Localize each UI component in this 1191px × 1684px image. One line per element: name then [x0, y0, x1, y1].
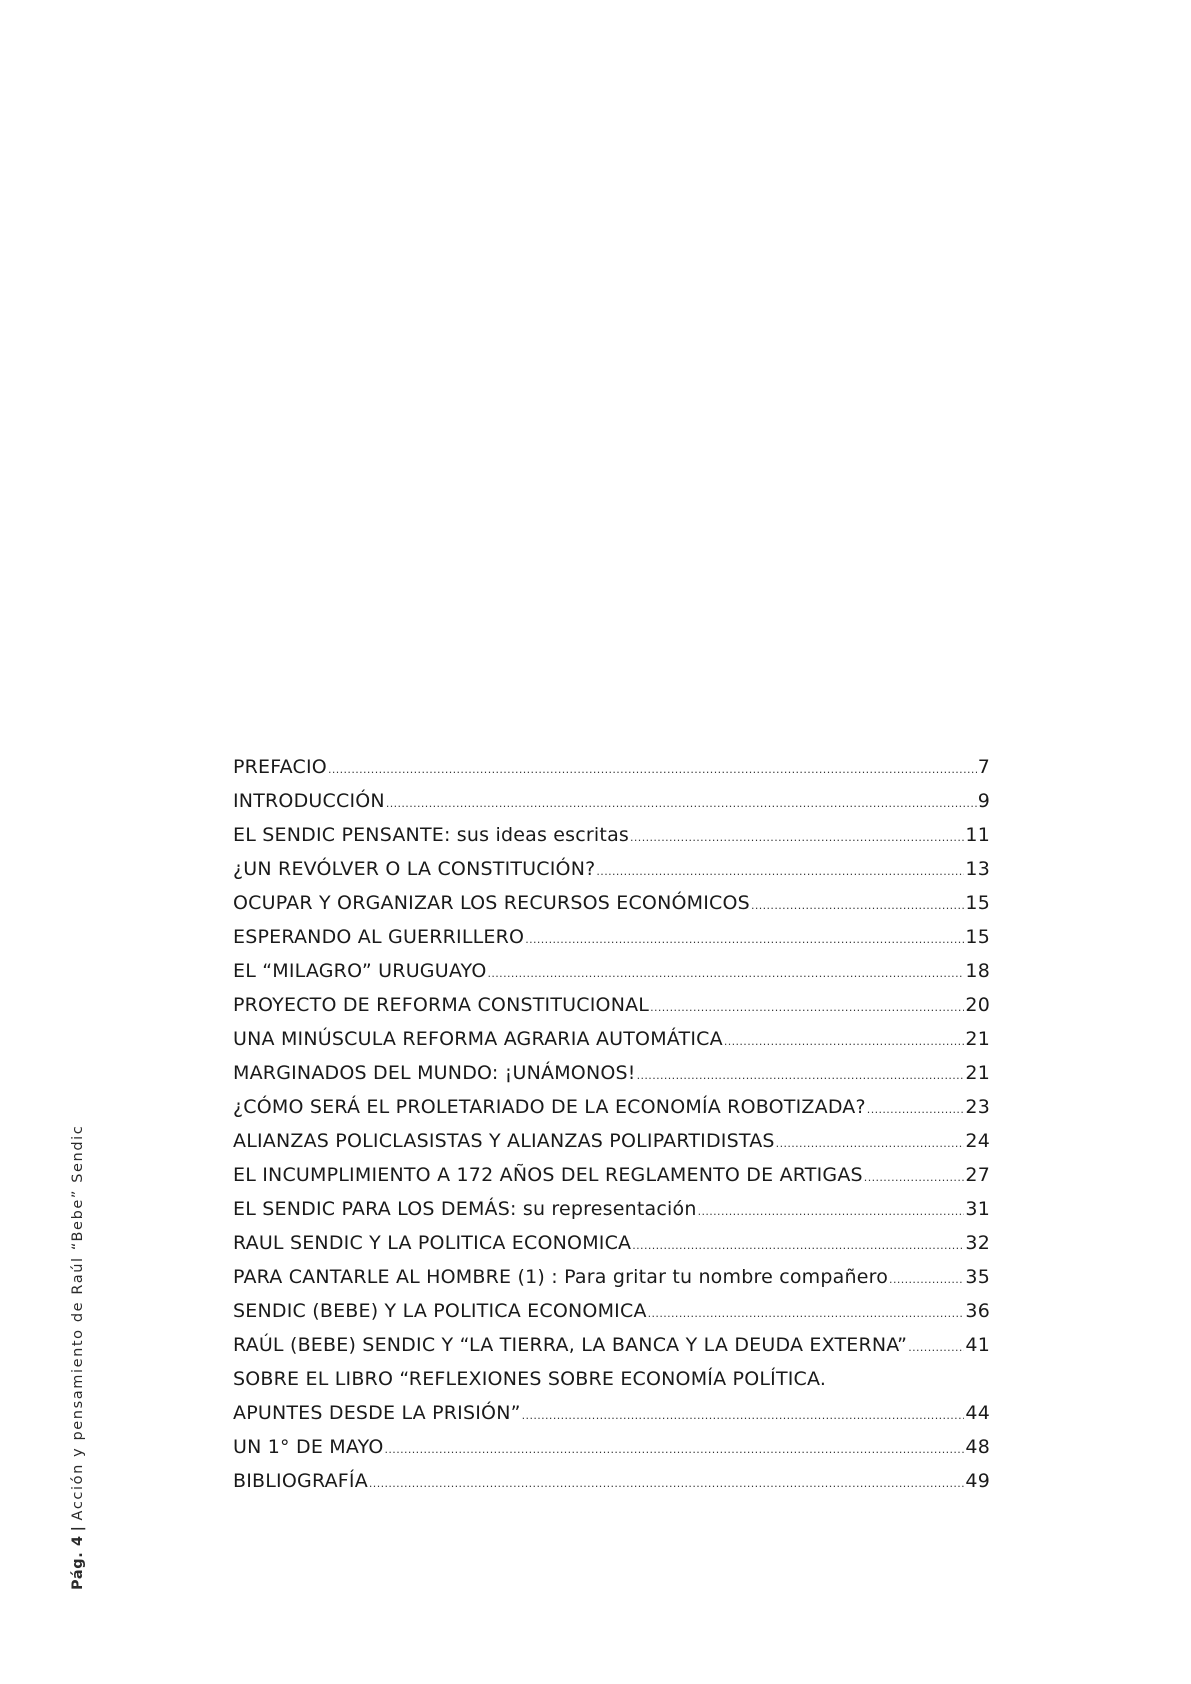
toc-entry-page: 21: [965, 1028, 990, 1050]
toc-dot-leader: [908, 1328, 964, 1365]
toc-dot-leader: [867, 1090, 965, 1127]
toc-entry-page: 24: [965, 1130, 990, 1152]
toc-dot-leader: [698, 1192, 965, 1229]
toc-dot-leader: [522, 1396, 965, 1433]
page-number: Pág. 4: [70, 1535, 86, 1590]
table-of-contents: [233, 750, 990, 1498]
toc-dot-leader: [386, 784, 977, 821]
toc-dot-leader: [525, 920, 964, 957]
toc-entry-title: EL INCUMPLIMIENTO A 172 AÑOS DEL REGLAMENTO DE ARTIGAS: [233, 1164, 863, 1186]
toc-entry[interactable]: [233, 1430, 990, 1464]
toc-entry-page: 7: [977, 756, 990, 778]
running-footer: [70, 1125, 86, 1590]
toc-dot-leader: [385, 1430, 965, 1467]
toc-entry-title: MARGINADOS DEL MUNDO: ¡UNÁMONOS!: [233, 1062, 636, 1084]
toc-entry-title: RAÚL (BEBE) SENDIC Y “LA TIERRA, LA BANCA Y LA DEUDA EXTERNA”: [233, 1334, 908, 1356]
toc-dot-leader: [632, 1226, 964, 1263]
toc-entry[interactable]: [233, 988, 990, 1022]
toc-entry[interactable]: [233, 1124, 990, 1158]
toc-entry-page: 15: [965, 892, 990, 914]
toc-entry-page: 35: [965, 1266, 990, 1288]
toc-entry[interactable]: [233, 1022, 990, 1056]
toc-entry-title: ALIANZAS POLICLASISTAS Y ALIANZAS POLIPARTIDISTAS: [233, 1130, 775, 1152]
toc-entry-page: 9: [977, 790, 990, 812]
toc-entry-title: ¿UN REVÓLVER O LA CONSTITUCIÓN?: [233, 858, 596, 880]
toc-entry-title: PREFACIO: [233, 756, 327, 778]
toc-entry-title: EL SENDIC PENSANTE: sus ideas escritas: [233, 824, 630, 846]
toc-entry-page: 21: [965, 1062, 990, 1084]
toc-entry-page: 32: [965, 1232, 990, 1254]
toc-entry[interactable]: [233, 1090, 990, 1124]
toc-dot-leader: [650, 988, 964, 1025]
toc-entry-title: INTRODUCCIÓN: [233, 790, 385, 812]
toc-dot-leader: [889, 1260, 964, 1297]
toc-dot-leader: [776, 1124, 965, 1161]
toc-entry[interactable]: [233, 784, 990, 818]
toc-dot-leader: [630, 818, 964, 855]
toc-entry-title: SENDIC (BEBE) Y LA POLITICA ECONOMICA: [233, 1300, 647, 1322]
toc-dot-leader: [864, 1158, 965, 1195]
toc-entry-page: 11: [965, 824, 990, 846]
toc-entry-page: 20: [965, 994, 990, 1016]
toc-entry[interactable]: [233, 750, 990, 784]
toc-entry[interactable]: [233, 1192, 990, 1226]
toc-entry-title: BIBLIOGRAFÍA: [233, 1470, 368, 1492]
toc-entry-title: OCUPAR Y ORGANIZAR LOS RECURSOS ECONÓMICOS: [233, 892, 750, 914]
toc-dot-leader: [328, 750, 977, 787]
toc-entry-title: RAUL SENDIC Y LA POLITICA ECONOMICA: [233, 1232, 632, 1254]
toc-entry-title: PARA CANTARLE AL HOMBRE (1) : Para gritar tu nombre compañero: [233, 1266, 889, 1288]
toc-dot-leader: [596, 852, 964, 889]
toc-entry-page: 15: [965, 926, 990, 948]
running-title: Acción y pensamiento de Raúl “Bebe” Sendic: [70, 1124, 86, 1521]
toc-entry[interactable]: [233, 1226, 990, 1260]
toc-entry-page: 18: [965, 960, 990, 982]
toc-dot-leader: [648, 1294, 965, 1331]
toc-entry[interactable]: [233, 1260, 990, 1294]
toc-entry[interactable]: [233, 1056, 990, 1090]
toc-entry[interactable]: [233, 1396, 990, 1430]
toc-entry-page: 36: [965, 1300, 990, 1322]
toc-entry[interactable]: [233, 1328, 990, 1362]
toc-entry[interactable]: [233, 1294, 990, 1328]
footer-separator: |: [70, 1524, 86, 1532]
toc-entry-page: 23: [965, 1096, 990, 1118]
toc-entry[interactable]: [233, 920, 990, 954]
toc-entry[interactable]: [233, 1464, 990, 1498]
toc-entry[interactable]: [233, 886, 990, 920]
toc-entry-title: EL “MILAGRO” URUGUAYO: [233, 960, 487, 982]
toc-entry-page: 31: [965, 1198, 990, 1220]
toc-entry-page: 27: [965, 1164, 990, 1186]
toc-dot-leader: [637, 1056, 965, 1093]
toc-entry-title: PROYECTO DE REFORMA CONSTITUCIONAL: [233, 994, 650, 1016]
toc-entry-page: 41: [965, 1334, 990, 1356]
toc-entry-page: 48: [965, 1436, 990, 1458]
toc-entry-page: 49: [965, 1470, 990, 1492]
toc-entry-title: UN 1° DE MAYO: [233, 1436, 384, 1458]
toc-entry-title: UNA MINÚSCULA REFORMA AGRARIA AUTOMÁTICA: [233, 1028, 723, 1050]
toc-entry-title-line: SOBRE EL LIBRO “REFLEXIONES SOBRE ECONOMÍA POLÍTICA.: [233, 1368, 827, 1390]
toc-entry-title: ESPERANDO AL GUERRILLERO: [233, 926, 525, 948]
toc-entry-title: EL SENDIC PARA LOS DEMÁS: su representación: [233, 1198, 697, 1220]
toc-entry[interactable]: [233, 818, 990, 852]
toc-dot-leader: [369, 1464, 965, 1501]
toc-entry[interactable]: [233, 852, 990, 886]
toc-dot-leader: [487, 954, 964, 991]
toc-entry[interactable]: [233, 1158, 990, 1192]
toc-entry-page: 44: [965, 1402, 990, 1424]
toc-dot-leader: [751, 886, 964, 923]
toc-entry-title: APUNTES DESDE LA PRISIÓN”: [233, 1402, 521, 1424]
toc-entry-page: 13: [965, 858, 990, 880]
toc-entry[interactable]: [233, 954, 990, 988]
toc-entry-title: ¿CÓMO SERÁ EL PROLETARIADO DE LA ECONOMÍA ROBOTIZADA?: [233, 1096, 866, 1118]
toc-dot-leader: [724, 1022, 965, 1059]
